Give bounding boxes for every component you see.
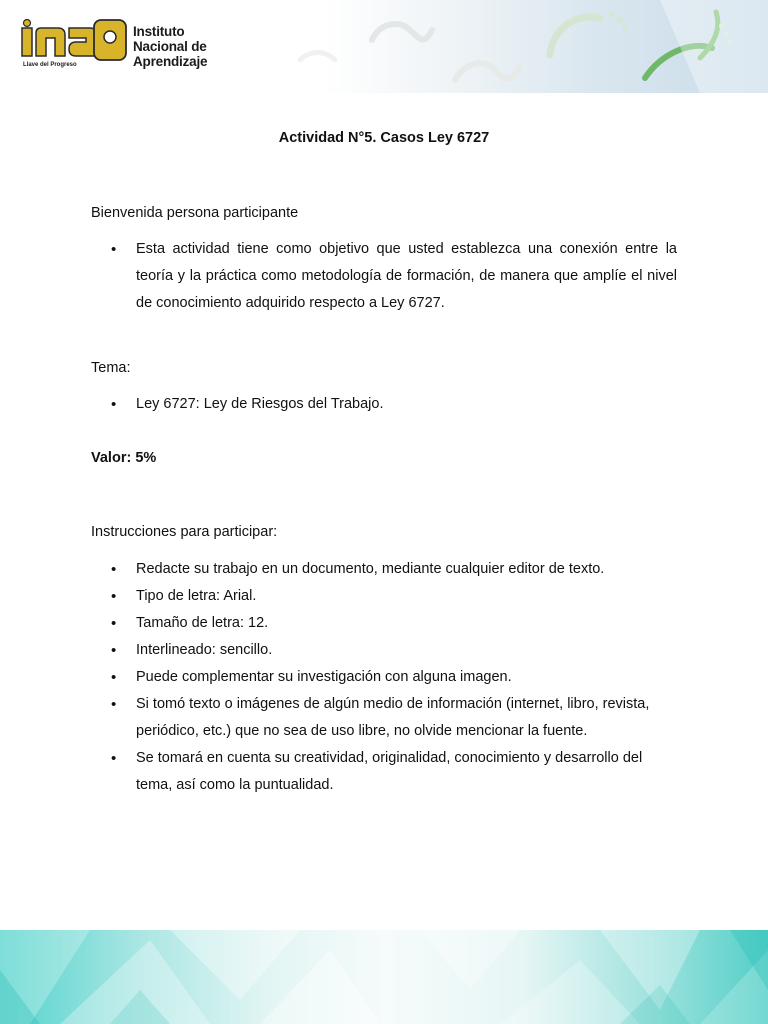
- tema-label: Tema:: [91, 360, 131, 376]
- footer-banner: [0, 930, 768, 1024]
- logo-name-line-1: Instituto: [133, 24, 185, 39]
- logo-name-line-2: Nacional de: [133, 39, 207, 54]
- list-item: • Puede complementar su investigación con alguna imagen.: [91, 664, 677, 691]
- list-item: • Tamaño de letra: 12.: [91, 610, 677, 637]
- list-item: • Si tomó texto o imágenes de algún medio de información (internet, libro, revista, periódico, etc.) que no sea de uso libre, no olvide mencionar la fuente.: [91, 691, 677, 745]
- list-item: • Ley 6727: Ley de Riesgos del Trabajo.: [91, 391, 677, 418]
- list-item: • Tipo de letra: Arial.: [91, 583, 677, 610]
- teal-geometric-pattern: [0, 930, 768, 1024]
- logo-tagline: Llave del Progreso: [23, 62, 77, 68]
- intro-list: [91, 236, 677, 317]
- ina-logo-icon: [20, 19, 130, 63]
- list-item: • Redacte su trabajo en un documento, mediante cualquier editor de texto.: [91, 556, 677, 583]
- list-item: • Interlineado: sencillo.: [91, 637, 677, 664]
- tema-list: [91, 391, 677, 418]
- header-banner: [0, 0, 768, 93]
- instructions-list: [91, 556, 677, 799]
- greeting-text: Bienvenida persona participante: [91, 205, 299, 221]
- valor-text: Valor: 5%: [91, 450, 157, 466]
- list-item: • Esta actividad tiene como objetivo que usted establezca una conexión entre la teoría y la práctica como metodología de formación, de manera que amplíe el nivel de conocimiento adquirido respecto a Ley 6727.: [91, 236, 677, 317]
- list-item: • Se tomará en cuenta su creatividad, originalidad, conocimiento y desarrollo del tema, así como la puntualidad.: [91, 745, 677, 799]
- instructions-label: Instrucciones para participar:: [91, 524, 278, 540]
- logo-name-line-3: Aprendizaje: [133, 54, 208, 69]
- ina-logo: [20, 19, 220, 73]
- document-title: Actividad N°5. Casos Ley 6727: [278, 130, 490, 146]
